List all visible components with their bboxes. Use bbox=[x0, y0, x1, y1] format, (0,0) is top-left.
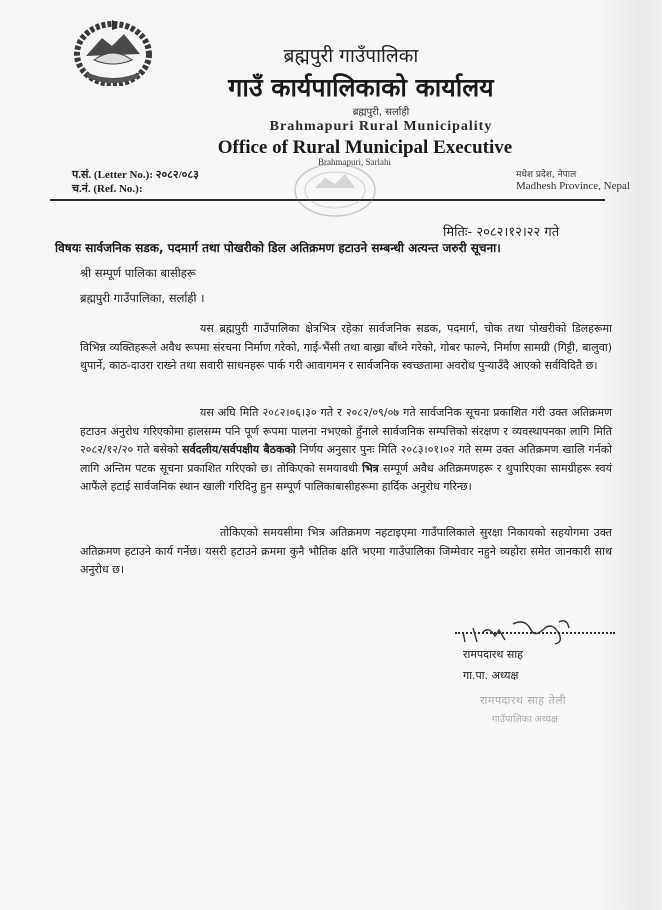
office-name-english: Office of Rural Municipal Executive bbox=[217, 137, 513, 158]
office-stamp-icon bbox=[290, 160, 380, 230]
within-bold: भित्र bbox=[362, 461, 379, 475]
addressee-line-1: श्री सम्पूर्ण पालिका बासीहरू bbox=[80, 266, 196, 280]
signatory-name: रामपदारथ साह bbox=[463, 648, 524, 661]
paragraph-2-text-a: यस अघि मिति २०८२।०६।३० गते र २०८२/०९/०७ गते सार्वजनिक सूचना प्रकाशित गरी उक्त अतिक्रमण हटाउन अनुरोध गरिएकोमा हालसम्म पनि पूर्ण रूपमा पालना नभएको हुँनाले सार्वजनिक सम्पत्तिको संरक्षण र व्यवस्थापनका लागि मिति २०८२/१२/२० गते बसेको bbox=[80, 406, 612, 456]
body-paragraph-1 bbox=[80, 320, 612, 376]
paragraph-2-text-b: निर्णय अनुसार पुनः मिति २०८३।०१।०२ गते सम्म उक्त अतिक्रमण खालि गर्नको लागि अन्तिम पटक सूचना प्रकाशित गरिएको छ। तोकिएको समयावधी bbox=[80, 443, 612, 475]
letter-subject: विषयः सार्वजनिक सडक, पदमार्ग तथा पोखरीको डिल अतिक्रमण हटाउने सम्बन्धी अत्यन्त जरुरी सूचना। bbox=[55, 241, 501, 255]
signature-line bbox=[455, 632, 615, 634]
paragraph-3-text: तोकिएको समयसीमा भित्र अतिक्रमण नहटाइएमा गाउँपालिकाले सुरक्षा निकायको सहयोगमा उक्त अतिक्रमण हटाउने कार्य गर्नेछ। यसरी हटाउने क्रममा कुनै भौतिक क्षति भएमा गाउँपालिका जिम्मेवार नहुने व्यहोरा समेत जानकारी साथ अनुरोध छ। bbox=[80, 526, 612, 576]
province-english: Madhesh Province, Nepal bbox=[516, 180, 630, 192]
meeting-name-bold: सर्वदलीय/सर्वपक्षीय बैठकको bbox=[182, 443, 296, 456]
location-english: Brahmapuri, Sarlahi bbox=[318, 157, 391, 167]
municipality-name-nepali: ब्रह्मपुरी गाउँपालिका bbox=[283, 45, 419, 67]
role-stamp: गाउँपालिका अध्यक्ष bbox=[492, 714, 558, 725]
letter-date: मितिः- २०८२।१२।२२ गते bbox=[443, 225, 560, 240]
paragraph-2-text-c: सम्पूर्ण अवैध अतिक्रमणहरू र थुपारिएका सामग्रीहरू स्वयं आफैंले हटाई सार्वजनिक स्थान खाली गरिदिनु हुन सम्पूर्ण पालिकाबासीहरूमा हार्दिक अनुरोध गरिन्छ। bbox=[80, 461, 612, 493]
addressee-line-2: ब्रह्मपुरी गाउँपालिका, सर्लाही । bbox=[80, 291, 205, 305]
municipality-name-english: Brahmapuri Rural Municipality bbox=[269, 119, 493, 134]
name-stamp: रामपदारथ साह तेली bbox=[480, 694, 567, 707]
office-name-nepali: गाउँ कार्यपालिकाको कार्यालय bbox=[228, 73, 494, 102]
body-paragraph-3 bbox=[80, 524, 612, 580]
location-nepali: ब्रह्मपुरी, सर्लाही bbox=[352, 107, 410, 118]
paragraph-1-text: यस ब्रह्मपुरी गाउँपालिका क्षेत्रभित्र रहेका सार्वजनिक सडक, पदमार्ग, चोक तथा पोखरीको डिलहरूमा विभिन्न व्यक्तिहरूले अवैध रूपमा संरचना निर्माण गरेको, गाई-भैंसी तथा बाख्रा बाँध्ने गरेको, गोबर फाल्ने, निर्माण सामग्री (गिट्टी, बालुवा) थुपार्ने, काठ-दाउरा राख्ने तथा सवारी साधनहरू पार्क गरी आवागमन र सार्वजनिक स्वच्छतामा अवरोध पुऱ्याउँदै आएको सर्वविदितै छ। bbox=[80, 322, 612, 372]
letter-number: प.सं. (Letter No.): २०८२/०८३ bbox=[72, 169, 199, 181]
reference-number: च.नं. (Ref. No.): bbox=[72, 183, 143, 195]
signatory-role: गा.पा. अध्यक्ष bbox=[463, 669, 519, 682]
body-paragraph-2 bbox=[80, 404, 612, 497]
province-nepali: मधेश प्रदेश, नेपाल bbox=[516, 170, 577, 180]
